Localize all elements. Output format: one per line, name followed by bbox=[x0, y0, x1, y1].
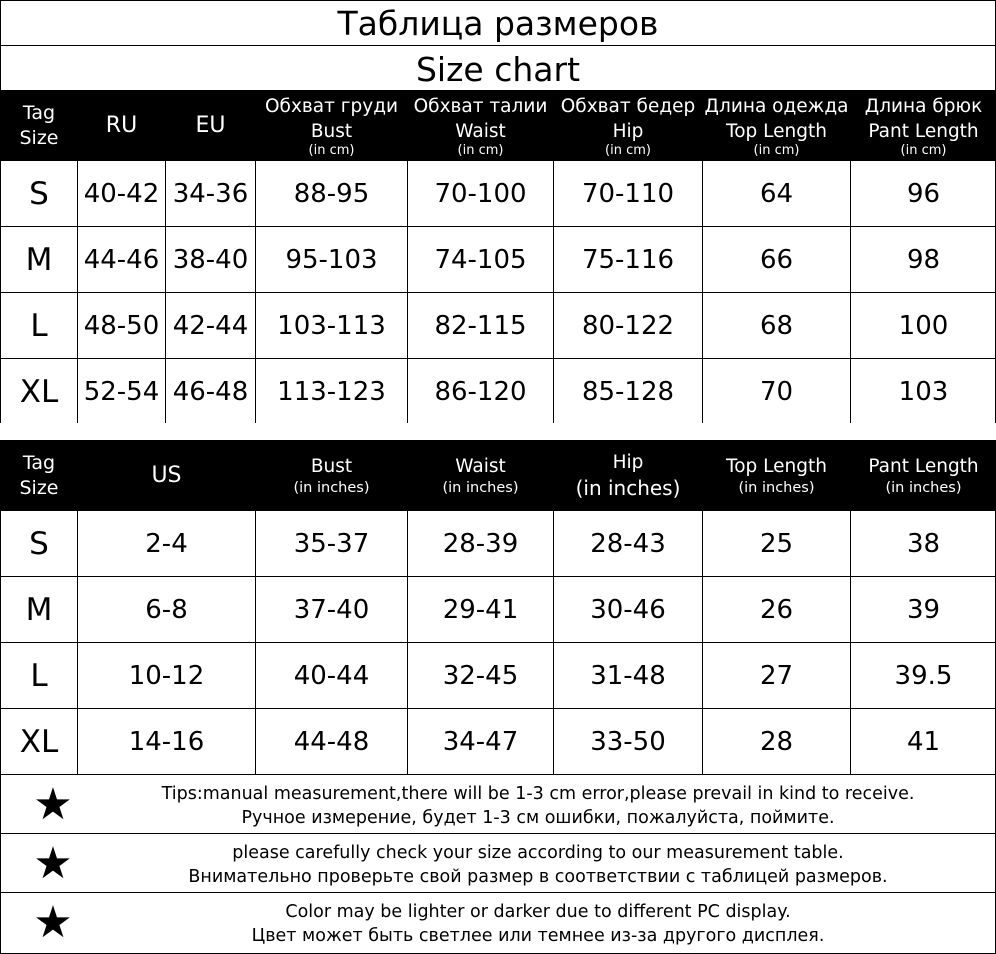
us-cell: 6-8 bbox=[78, 577, 256, 643]
pant-length-cell: 100 bbox=[851, 293, 996, 359]
tag-size-cell: M bbox=[1, 577, 78, 643]
size-table-inches bbox=[0, 440, 996, 775]
header-waist-ru: Обхват талии bbox=[413, 95, 548, 117]
pant-length-cell: 39.5 bbox=[851, 643, 996, 709]
header-waist bbox=[408, 91, 554, 161]
table-row bbox=[1, 227, 996, 293]
waist-cell: 29-41 bbox=[408, 577, 554, 643]
header-bust-ru: Обхват груди bbox=[264, 95, 399, 117]
top-length-cell: 28 bbox=[703, 709, 851, 775]
bust-cell: 88-95 bbox=[256, 161, 408, 227]
header-waist-en: Waist bbox=[455, 456, 506, 477]
waist-cell: 32-45 bbox=[408, 643, 554, 709]
header-pant-length-en: Pant Length bbox=[868, 456, 979, 477]
header-tag-label: Tag bbox=[22, 101, 56, 124]
header-size-label: Size bbox=[19, 126, 59, 149]
tag-size-cell: S bbox=[1, 511, 78, 577]
header-hip-ru: Обхват бедер bbox=[560, 95, 696, 117]
header-top-length bbox=[703, 91, 851, 161]
eu-cell: 46-48 bbox=[166, 359, 256, 425]
note-text-ru: Ручное измерение, будет 1-3 см ошибки, пожалуйста, поймите. bbox=[241, 808, 835, 828]
pant-length-cell: 96 bbox=[851, 161, 996, 227]
header-eu-label: EU bbox=[195, 112, 226, 138]
header-ru bbox=[78, 91, 166, 161]
hip-cell: 31-48 bbox=[554, 643, 703, 709]
note-text-ru: Цвет может быть светлее или темнее из-за другого дисплея. bbox=[251, 926, 825, 946]
header-bust-unit: (in inches) bbox=[293, 480, 370, 496]
note-text-en: please carefully check your size according to our measurement table. bbox=[232, 843, 844, 863]
note-text-en: Tips:manual measurement,there will be 1-3 cm error,please prevail in kind to receive. bbox=[161, 784, 915, 804]
title-russian: Таблица размеров bbox=[0, 0, 996, 46]
waist-cell: 74-105 bbox=[408, 227, 554, 293]
header-bust-unit: (in cm) bbox=[308, 142, 355, 158]
header-pant-length-en: Pant Length bbox=[868, 120, 979, 142]
header-ru-label: RU bbox=[105, 112, 138, 138]
header-eu bbox=[166, 91, 256, 161]
top-length-cell: 26 bbox=[703, 577, 851, 643]
note-text bbox=[80, 900, 996, 948]
header-bust bbox=[256, 441, 408, 511]
note-item bbox=[0, 892, 996, 951]
pant-length-cell: 39 bbox=[851, 577, 996, 643]
bust-cell: 44-48 bbox=[256, 709, 408, 775]
header-top-length-unit: (in inches) bbox=[738, 480, 815, 496]
top-length-cell: 64 bbox=[703, 161, 851, 227]
note-item bbox=[0, 833, 996, 892]
header-tag-size bbox=[1, 91, 78, 161]
header-waist bbox=[408, 441, 554, 511]
header-us bbox=[78, 441, 256, 511]
us-cell: 14-16 bbox=[78, 709, 256, 775]
waist-cell: 34-47 bbox=[408, 709, 554, 775]
header-hip bbox=[554, 441, 703, 511]
header-pant-length-unit: (in inches) bbox=[885, 480, 962, 496]
note-text-ru: Внимательно проверьте свой размер в соответствии с таблицей размеров. bbox=[188, 867, 888, 887]
note-text bbox=[80, 841, 996, 889]
header-tag-label: Tag bbox=[22, 451, 56, 474]
header-bust-en: Bust bbox=[310, 120, 353, 142]
header-hip-unit: (in cm) bbox=[605, 142, 651, 158]
header-hip-unit: (in inches) bbox=[575, 476, 681, 500]
hip-cell: 85-128 bbox=[554, 359, 703, 425]
hip-cell: 28-43 bbox=[554, 511, 703, 577]
bust-cell: 37-40 bbox=[256, 577, 408, 643]
hip-cell: 30-46 bbox=[554, 577, 703, 643]
waist-cell: 28-39 bbox=[408, 511, 554, 577]
bust-cell: 103-113 bbox=[256, 293, 408, 359]
waist-cell: 70-100 bbox=[408, 161, 554, 227]
star-icon: ★ bbox=[33, 838, 73, 889]
tag-size-cell: M bbox=[1, 227, 78, 293]
pant-length-cell: 41 bbox=[851, 709, 996, 775]
hip-cell: 33-50 bbox=[554, 709, 703, 775]
eu-cell: 34-36 bbox=[166, 161, 256, 227]
tag-size-cell: L bbox=[1, 293, 78, 359]
header-pant-length bbox=[851, 441, 996, 511]
note-text-en: Color may be lighter or darker due to different PC display. bbox=[285, 902, 791, 922]
note-item bbox=[0, 774, 996, 833]
ru-cell: 52-54 bbox=[78, 359, 166, 425]
tag-size-cell: L bbox=[1, 643, 78, 709]
table-row bbox=[1, 709, 996, 775]
notes-section bbox=[0, 774, 996, 951]
header-waist-unit: (in cm) bbox=[457, 142, 504, 158]
top-length-cell: 27 bbox=[703, 643, 851, 709]
table-row bbox=[1, 293, 996, 359]
tag-size-cell: S bbox=[1, 161, 78, 227]
table-row bbox=[1, 643, 996, 709]
table-row bbox=[1, 359, 996, 425]
header-top-length-unit: (in cm) bbox=[753, 142, 800, 158]
title-english: Size chart bbox=[415, 50, 581, 89]
top-length-cell: 68 bbox=[703, 293, 851, 359]
bust-cell: 40-44 bbox=[256, 643, 408, 709]
eu-cell: 42-44 bbox=[166, 293, 256, 359]
ru-cell: 44-46 bbox=[78, 227, 166, 293]
header-row bbox=[1, 91, 996, 161]
header-hip-en: Hip bbox=[612, 120, 644, 142]
header-top-length-en: Top Length bbox=[726, 456, 827, 477]
header-bust-en: Bust bbox=[310, 456, 353, 477]
header-waist-en: Waist bbox=[455, 120, 506, 142]
pant-length-cell: 38 bbox=[851, 511, 996, 577]
pant-length-cell: 98 bbox=[851, 227, 996, 293]
top-length-cell: 70 bbox=[703, 359, 851, 425]
hip-cell: 70-110 bbox=[554, 161, 703, 227]
hip-cell: 75-116 bbox=[554, 227, 703, 293]
ru-cell: 40-42 bbox=[78, 161, 166, 227]
header-waist-unit: (in inches) bbox=[442, 480, 519, 496]
header-top-length bbox=[703, 441, 851, 511]
top-length-cell: 25 bbox=[703, 511, 851, 577]
hip-cell: 80-122 bbox=[554, 293, 703, 359]
waist-cell: 82-115 bbox=[408, 293, 554, 359]
header-pant-length bbox=[851, 91, 996, 161]
header-pant-length-ru: Длина брюк bbox=[864, 95, 983, 117]
header-pant-length-unit: (in cm) bbox=[900, 142, 947, 158]
bust-cell: 35-37 bbox=[256, 511, 408, 577]
waist-cell: 86-120 bbox=[408, 359, 554, 425]
header-row bbox=[1, 441, 996, 511]
top-length-cell: 66 bbox=[703, 227, 851, 293]
header-hip bbox=[554, 91, 703, 161]
star-icon: ★ bbox=[33, 897, 73, 948]
table-row bbox=[1, 577, 996, 643]
us-cell: 10-12 bbox=[78, 643, 256, 709]
ru-cell: 48-50 bbox=[78, 293, 166, 359]
bust-cell: 95-103 bbox=[256, 227, 408, 293]
header-hip-en: Hip bbox=[612, 452, 644, 473]
header-tag-size bbox=[1, 441, 78, 511]
header-us-label: US bbox=[151, 462, 182, 488]
eu-cell: 38-40 bbox=[166, 227, 256, 293]
header-top-length-ru: Длина одежда bbox=[704, 95, 849, 117]
table-spacer bbox=[0, 423, 996, 440]
table-row bbox=[1, 511, 996, 577]
bust-cell: 113-123 bbox=[256, 359, 408, 425]
us-cell: 2-4 bbox=[78, 511, 256, 577]
size-table-cm bbox=[0, 90, 996, 425]
header-size-label: Size bbox=[19, 476, 59, 499]
tag-size-cell: XL bbox=[1, 709, 78, 775]
table-row bbox=[1, 161, 996, 227]
star-icon: ★ bbox=[33, 779, 73, 830]
header-top-length-en: Top Length bbox=[726, 120, 827, 142]
note-text bbox=[80, 782, 996, 830]
tag-size-cell: XL bbox=[1, 359, 78, 425]
header-bust bbox=[256, 91, 408, 161]
pant-length-cell: 103 bbox=[851, 359, 996, 425]
